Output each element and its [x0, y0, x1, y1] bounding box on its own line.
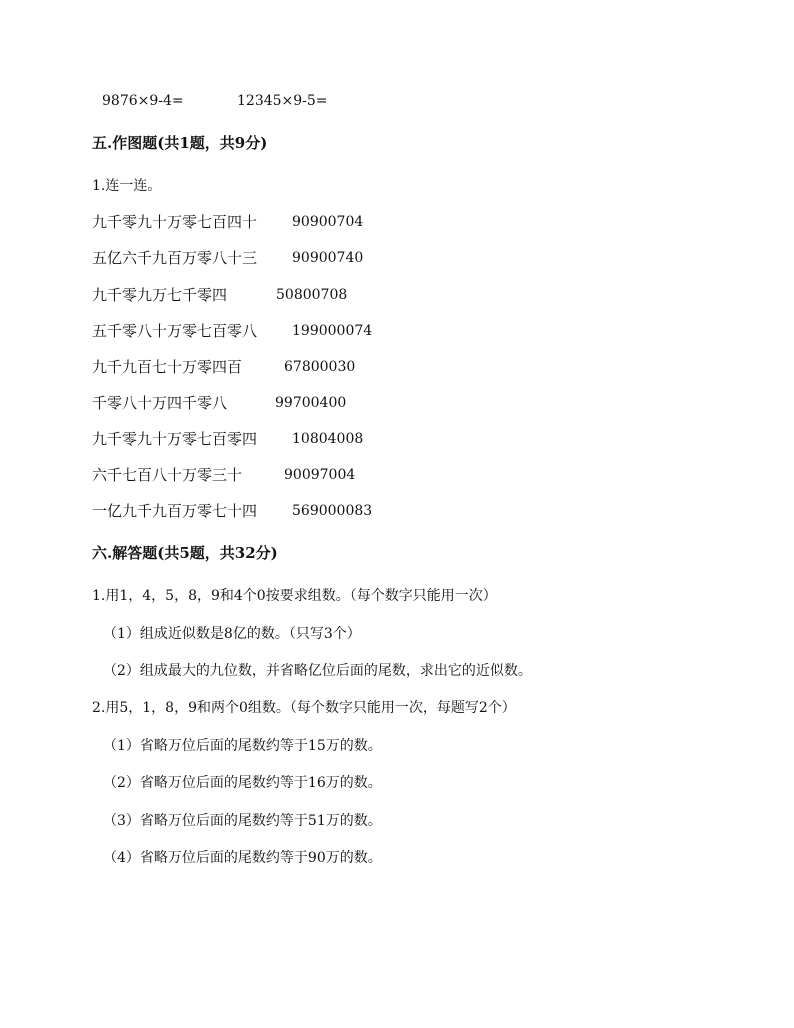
match-left-9: 一亿九千九百万零七十四: [92, 502, 258, 520]
match-right-9: 569000083: [292, 503, 373, 519]
section6-heading: 六.解答题(共5题，共32分): [92, 544, 278, 562]
match-left-4: 五千零八十万零七百零八: [92, 322, 258, 340]
section5-question1: 1.连一连。: [92, 178, 162, 194]
match-left-6: 千零八十万四千零八: [92, 394, 228, 412]
match-right-3: 50800708: [276, 287, 348, 303]
calculation-item-2: 12345×9-5=: [237, 93, 328, 109]
match-right-4: 199000074: [292, 323, 373, 339]
match-right-8: 90097004: [284, 467, 356, 483]
match-left-1: 九千零九十万零七百四十: [92, 213, 258, 231]
match-left-7: 九千零九十万零七百零四: [92, 430, 258, 448]
section6-question2-part3: （3）省略万位后面的尾数约等于51万的数。: [103, 813, 382, 829]
section6-question1-part1: （1）组成近似数是8亿的数。（只写3个）: [103, 626, 361, 642]
section6-question2-part4: （4）省略万位后面的尾数约等于90万的数。: [103, 850, 382, 866]
match-left-8: 六千七百八十万零三十: [92, 466, 243, 484]
section6-question2-part2: （2）省略万位后面的尾数约等于16万的数。: [103, 775, 382, 791]
match-left-3: 九千零九万七千零四: [92, 286, 228, 304]
section6-question2: 2.用5，1，8，9和两个0组数。（每个数字只能用一次，每题写2个）: [92, 700, 516, 716]
calculation-item-1: 9876×9-4=: [102, 93, 184, 109]
match-right-5: 67800030: [284, 359, 356, 375]
section6-question2-part1: （1）省略万位后面的尾数约等于15万的数。: [103, 738, 382, 754]
section6-question1: 1.用1，4，5，8，9和4个0按要求组数。（每个数字只能用一次）: [92, 588, 497, 604]
match-left-5: 九千九百七十万零四百: [92, 358, 243, 376]
match-right-2: 90900740: [292, 250, 364, 266]
match-right-7: 10804008: [292, 431, 364, 447]
match-right-1: 90900704: [292, 214, 364, 230]
section5-heading: 五.作图题(共1题，共9分): [92, 134, 268, 152]
match-left-2: 五亿六千九百万零八十三: [92, 249, 258, 267]
section6-question1-part2: （2）组成最大的九位数，并省略亿位后面的尾数，求出它的近似数。: [103, 663, 532, 679]
match-right-6: 99700400: [275, 395, 347, 411]
